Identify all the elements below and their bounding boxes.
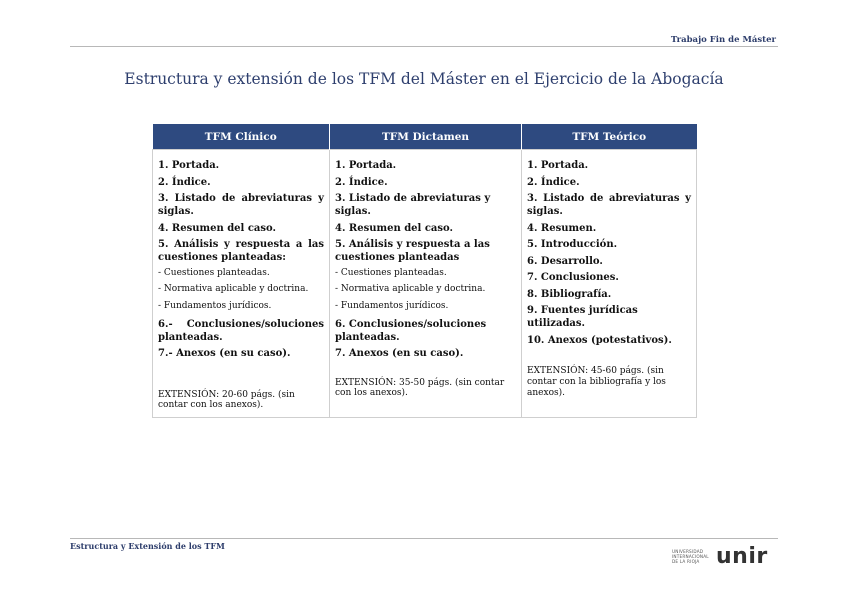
page-title: Estructura y extensión de los TFM del Máster en el Ejercicio de la Abogacía bbox=[124, 70, 724, 88]
list-item: 2. Índice. bbox=[158, 176, 211, 188]
logo-line: UNIVERSIDAD bbox=[672, 549, 704, 554]
list-item: 7. Anexos (en su caso). bbox=[335, 348, 464, 360]
running-footer: Estructura y Extensión de los TFM bbox=[70, 541, 225, 551]
list-item: 6. Conclusiones/soluciones planteadas. bbox=[335, 318, 487, 343]
logo-university-name bbox=[672, 549, 709, 564]
list-item: 5. Análisis y respuesta a las cuestiones planteadas bbox=[335, 239, 490, 263]
list-item: 9. Fuentes jurídicas utilizadas. bbox=[527, 305, 638, 329]
tfm-structure-table bbox=[152, 124, 697, 418]
extension-note: EXTENSIÓN: 45-60 págs. (sin contar con la bibliografía y los anexos). bbox=[527, 366, 666, 398]
table-body-row bbox=[153, 150, 697, 418]
sub-item: - Cuestiones planteadas. bbox=[158, 267, 270, 278]
list-item: 6.- Conclusiones/soluciones planteadas. bbox=[158, 318, 324, 343]
list-item: 1. Portada. bbox=[335, 160, 397, 171]
list-item: 1. Portada. bbox=[527, 160, 589, 171]
list-item: 5. Análisis y respuesta a las cuestiones planteadas: bbox=[158, 239, 324, 263]
list-item: 5. Introducción. bbox=[527, 239, 618, 250]
table-header-row bbox=[153, 124, 697, 150]
column-tfm-dictamen bbox=[330, 150, 522, 418]
column-tfm-teorico bbox=[522, 150, 697, 418]
sub-item: - Normativa aplicable y doctrina. bbox=[335, 284, 486, 295]
list-item: 7.- Anexos (en su caso). bbox=[158, 348, 291, 360]
header-tfm-clinico: TFM Clínico bbox=[153, 124, 330, 150]
sub-item: - Fundamentos jurídicos. bbox=[158, 300, 272, 311]
sub-item: - Cuestiones planteadas. bbox=[335, 267, 447, 278]
header-tfm-dictamen: TFM Dictamen bbox=[330, 124, 522, 150]
header-tfm-teorico: TFM Teórico bbox=[522, 124, 697, 150]
list-item: 2. Índice. bbox=[527, 176, 580, 188]
header-divider bbox=[70, 46, 778, 47]
list-item: 3. Listado de abreviaturas y siglas. bbox=[335, 193, 491, 217]
column-tfm-clinico bbox=[153, 150, 330, 418]
footer-divider bbox=[70, 538, 778, 539]
list-item: 7. Conclusiones. bbox=[527, 272, 619, 283]
logo-wordmark: unir bbox=[716, 544, 768, 569]
sub-item: - Fundamentos jurídicos. bbox=[335, 300, 449, 311]
list-item: 6. Desarrollo. bbox=[527, 255, 603, 267]
list-item: 3. Listado de abreviaturas y siglas. bbox=[158, 193, 324, 217]
list-item: 1. Portada. bbox=[158, 160, 220, 171]
list-item: 2. Índice. bbox=[335, 176, 388, 188]
list-item: 4. Resumen del caso. bbox=[158, 222, 276, 234]
sub-item: - Normativa aplicable y doctrina. bbox=[158, 284, 309, 295]
extension-note: EXTENSIÓN: 20-60 págs. (sin contar con los anexos). bbox=[158, 389, 295, 411]
list-item: 8. Bibliografía. bbox=[527, 288, 612, 300]
list-item: 3. Listado de abreviaturas y siglas. bbox=[527, 193, 691, 217]
logo-line: DE LA RIOJA bbox=[672, 559, 700, 564]
extension-note: EXTENSIÓN: 35-50 págs. (sin contar con los anexos). bbox=[335, 377, 505, 399]
list-item: 4. Resumen. bbox=[527, 222, 597, 234]
unir-logo bbox=[672, 546, 782, 572]
logo-line: INTERNACIONAL bbox=[672, 554, 709, 559]
list-item: 4. Resumen del caso. bbox=[335, 222, 453, 234]
running-header: Trabajo Fin de Máster bbox=[670, 35, 776, 45]
list-item: 10. Anexos (potestativos). bbox=[527, 334, 672, 346]
